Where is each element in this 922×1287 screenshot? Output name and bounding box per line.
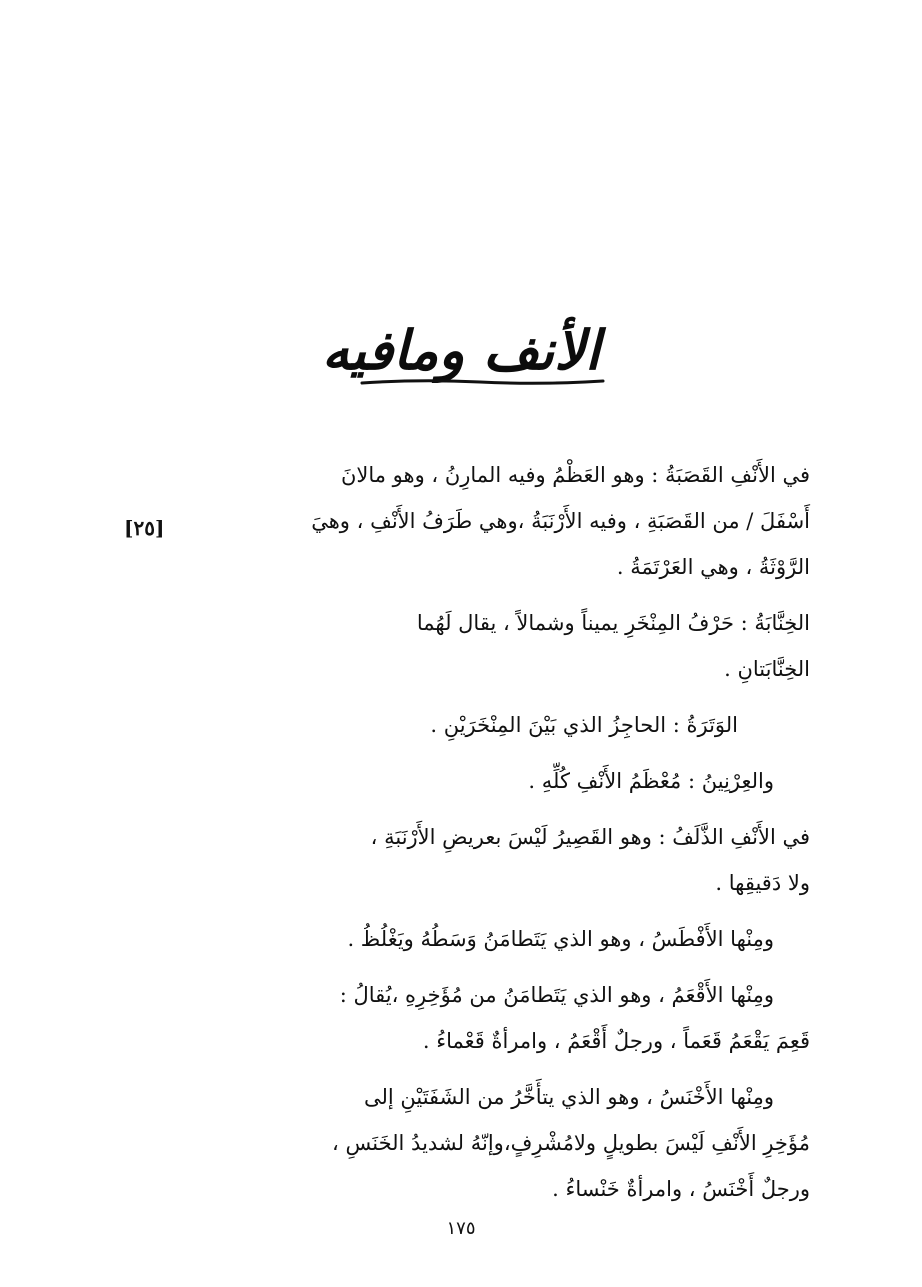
body-text: [180, 452, 810, 1222]
margin-page-reference: [٢٥]: [124, 516, 165, 540]
title-flourish: [360, 377, 605, 387]
paragraph: [180, 1074, 810, 1212]
text-line: الرَّوْثَةُ ، وهي العَرْتَمَةُ .: [616, 555, 810, 579]
page-title: الأنف ومافيه: [321, 318, 601, 382]
text-line: ولا دَقيقِها .: [715, 871, 810, 895]
text-line: ومِنْها الأَقْعَمُ ، وهو الذي يَتَطامَنُ من مُؤَخِرِهِ ،يُقالُ :: [339, 983, 774, 1007]
text-line: الوَتَرَةُ : الحاجِزُ الذي بَيْنَ المِنْخَرَيْنِ .: [430, 713, 738, 737]
page-number: ١٧٥: [446, 1218, 476, 1239]
text-line: ورجلٌ أَخْنَسُ ، وامرأةٌ خَنْساءُ .: [552, 1177, 810, 1201]
text-line: قَعِمَ يَقْعَمُ قَعَماً ، ورجلٌ أَقْعَمُ ، وامرأةٌ قَعْماءُ .: [422, 1029, 810, 1053]
paragraph: [180, 972, 810, 1064]
text-line: الخِنَّابَةُ : حَرْفُ المِنْخَرِ يميناً وشمالاً ، يقال لَهُما: [416, 611, 810, 635]
paragraph: [180, 814, 810, 906]
paragraph: [180, 916, 810, 962]
paragraph: [180, 452, 810, 590]
text-line: ومِنْها الأَفْطَسُ ، وهو الذي يَتَطامَنُ وَسَطُهُ ويَغْلُظُ .: [347, 927, 774, 951]
text-line: في الأَنْفِ القَصَبَةُ : وهو العَظْمُ وفيه المارِنُ ، وهو مالانَ: [340, 463, 810, 487]
text-line: الخِنَّابَتانِ .: [724, 657, 810, 681]
paragraph: [180, 600, 810, 692]
paragraph: [180, 702, 810, 748]
text-line: في الأَنْفِ الذَّلَفُ : وهو القَصِيرُ لَيْسَ بعريضِ الأَرْنَبَةِ ،: [370, 825, 810, 849]
text-line: أَسْفَلَ / من القَصَبَةِ ، وفيه الأَرْنَبَةُ ،وهي طَرَفُ الأَنْفِ ، وهيَ: [311, 509, 810, 533]
paragraph: [180, 758, 810, 804]
text-line: ومِنْها الأَخْنَسُ ، وهو الذي يتأَخَّرُ من الشَفَتَيْنِ إلى: [363, 1085, 774, 1109]
text-line: مُؤَخِرِ الأَنْفِ لَيْسَ بطويلٍ ولامُشْرِفٍ،وإنّهُ لشديدُ الخَنَسِ ،: [332, 1131, 810, 1155]
text-line: والعِرْنِينُ : مُعْظَمُ الأَنْفِ كُلِّهِ .: [528, 769, 774, 793]
